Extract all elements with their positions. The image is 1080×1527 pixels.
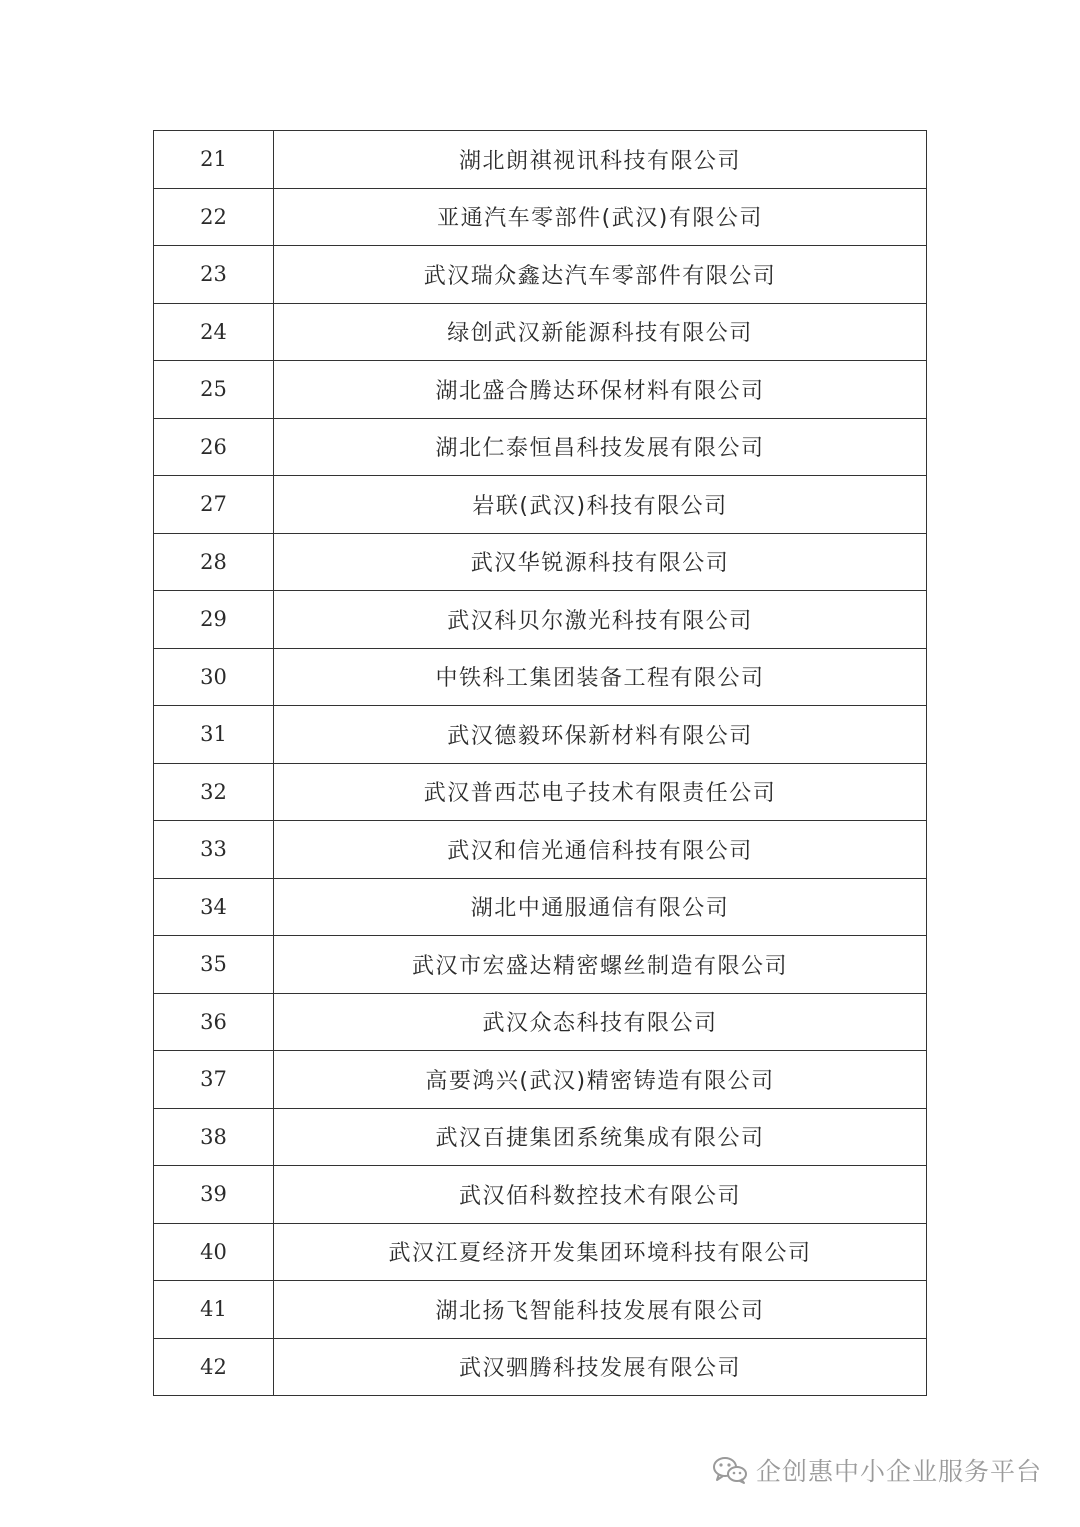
company-name: 武汉华锐源科技有限公司 <box>274 533 927 591</box>
row-number: 29 <box>154 591 274 649</box>
company-name: 湖北扬飞智能科技发展有限公司 <box>274 1281 927 1339</box>
row-number: 33 <box>154 821 274 879</box>
row-number: 42 <box>154 1338 274 1396</box>
table-row <box>154 303 927 361</box>
table-row <box>154 418 927 476</box>
table-row <box>154 246 927 304</box>
table-row <box>154 648 927 706</box>
row-number: 40 <box>154 1223 274 1281</box>
company-name: 武汉普西芯电子技术有限责任公司 <box>274 763 927 821</box>
row-number: 21 <box>154 131 274 189</box>
company-name: 武汉佰科数控技术有限公司 <box>274 1166 927 1224</box>
company-name: 武汉江夏经济开发集团环境科技有限公司 <box>274 1223 927 1281</box>
row-number: 39 <box>154 1166 274 1224</box>
company-name: 湖北盛合腾达环保材料有限公司 <box>274 361 927 419</box>
row-number: 30 <box>154 648 274 706</box>
company-name: 武汉德毅环保新材料有限公司 <box>274 706 927 764</box>
row-number: 32 <box>154 763 274 821</box>
company-name: 岩联(武汉)科技有限公司 <box>274 476 927 534</box>
table-row <box>154 993 927 1051</box>
company-list-table <box>153 130 927 1396</box>
company-name: 武汉和信光通信科技有限公司 <box>274 821 927 879</box>
company-name: 武汉市宏盛达精密螺丝制造有限公司 <box>274 936 927 994</box>
watermark <box>712 1452 1042 1488</box>
table-row <box>154 878 927 936</box>
row-number: 28 <box>154 533 274 591</box>
row-number: 23 <box>154 246 274 304</box>
table-row <box>154 1223 927 1281</box>
table-row <box>154 1166 927 1224</box>
row-number: 38 <box>154 1108 274 1166</box>
company-name: 高要鸿兴(武汉)精密铸造有限公司 <box>274 1051 927 1109</box>
wechat-icon <box>712 1455 748 1485</box>
row-number: 31 <box>154 706 274 764</box>
company-name: 亚通汽车零部件(武汉)有限公司 <box>274 188 927 246</box>
table-row <box>154 1108 927 1166</box>
row-number: 24 <box>154 303 274 361</box>
row-number: 41 <box>154 1281 274 1339</box>
row-number: 37 <box>154 1051 274 1109</box>
company-name: 中铁科工集团装备工程有限公司 <box>274 648 927 706</box>
company-name: 湖北朗祺视讯科技有限公司 <box>274 131 927 189</box>
table-row <box>154 188 927 246</box>
row-number: 25 <box>154 361 274 419</box>
company-name: 武汉驷腾科技发展有限公司 <box>274 1338 927 1396</box>
company-name: 武汉众态科技有限公司 <box>274 993 927 1051</box>
row-number: 26 <box>154 418 274 476</box>
table-row <box>154 476 927 534</box>
company-name: 武汉科贝尔激光科技有限公司 <box>274 591 927 649</box>
table-row <box>154 361 927 419</box>
row-number: 27 <box>154 476 274 534</box>
row-number: 36 <box>154 993 274 1051</box>
table-row <box>154 706 927 764</box>
table-row <box>154 591 927 649</box>
company-name: 湖北仁泰恒昌科技发展有限公司 <box>274 418 927 476</box>
table-row <box>154 821 927 879</box>
company-name: 湖北中通服通信有限公司 <box>274 878 927 936</box>
row-number: 22 <box>154 188 274 246</box>
table-row <box>154 1051 927 1109</box>
company-name: 武汉百捷集团系统集成有限公司 <box>274 1108 927 1166</box>
table-row <box>154 131 927 189</box>
table-row <box>154 1281 927 1339</box>
table-body <box>154 131 927 1396</box>
table-row <box>154 763 927 821</box>
company-name: 绿创武汉新能源科技有限公司 <box>274 303 927 361</box>
row-number: 34 <box>154 878 274 936</box>
row-number: 35 <box>154 936 274 994</box>
watermark-text: 企创惠中小企业服务平台 <box>755 1457 1042 1486</box>
table-row <box>154 533 927 591</box>
table-row <box>154 1338 927 1396</box>
table-row <box>154 936 927 994</box>
company-name: 武汉瑞众鑫达汽车零部件有限公司 <box>274 246 927 304</box>
